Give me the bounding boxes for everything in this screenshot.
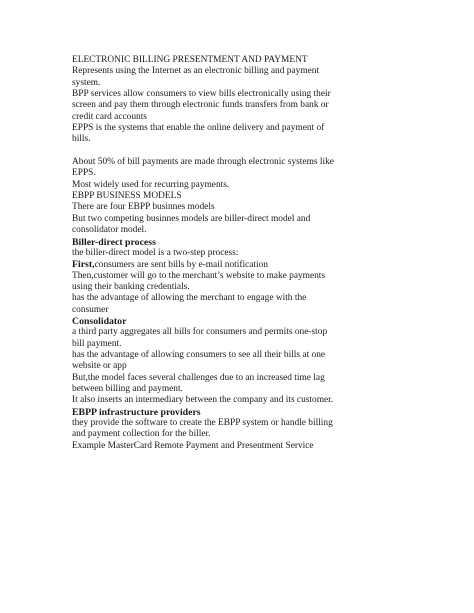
doc-line: bill payment. [72,338,122,349]
doc-line: has the advantage of allowing the merchant to engage with the [72,293,307,304]
doc-line: BPP services allow consumers to view bills electronically using their [72,89,331,100]
doc-line: There are four EBPP businnes models [72,202,215,213]
paragraph-gap [72,146,412,157]
doc-line: Then,customer will go to the merchant’s website to make payments [72,270,326,281]
doc-line: About 50% of bill payments are made through electronic systems like [72,157,334,168]
heading-infrastructure-providers: EBPP infrastructure providers [72,406,201,418]
first-lead-word: First, [72,259,95,271]
doc-line: EPPS. [72,168,96,179]
heading-biller-direct: Biller-direct process [72,236,156,248]
section-heading-ebpp-models: EBPP BUSINESS MODELS [72,191,182,202]
doc-line: system. [72,77,101,88]
doc-line: between billing and payment. [72,383,183,394]
doc-line: has the advantage of allowing consumers to see all their bills at one [72,349,326,360]
doc-line: consolidator model. [72,225,147,236]
doc-line: they provide the software to create the EBPP system or handle billing [72,418,333,428]
doc-line: Represents using the Internet as an electronic billing and payment [72,66,320,77]
heading-consolidator: Consolidator [72,315,127,327]
document-page [72,55,412,452]
doc-line: the biller-direct model is a two-step process: [72,247,239,258]
doc-line: screen and pay them through electronic funds transfers from bank or [72,100,329,111]
doc-line: a third party aggregates all bills for consumers and permits one-stop [72,327,328,338]
doc-line: EPPS is the systems that enable the online delivery and payment of [72,123,325,134]
doc-line-first-step [72,259,412,270]
doc-line: using their banking credentials. [72,281,190,292]
first-step-text: consumers are sent bills by e-mail notification [94,260,268,271]
doc-line: It also inserts an intermediary between the company and its customer. [72,395,334,406]
doc-line: bills. [72,134,91,145]
doc-line: ELECTRONIC BILLING PRESENTMENT AND PAYMENT [72,55,308,65]
doc-line: But two competing businnes models are biller-direct model and [72,213,311,224]
doc-line: But,the model faces several challenges due to an increased time lag [72,372,325,383]
doc-line: Example MasterCard Remote Payment and Presentment Service [72,440,314,451]
doc-line: consumer [72,304,109,315]
doc-line: and payment collection for the biller. [72,429,211,440]
doc-line: website or app [72,361,127,372]
doc-line: credit card accounts [72,111,147,122]
doc-line: Most widely used for recurring payments. [72,179,230,190]
